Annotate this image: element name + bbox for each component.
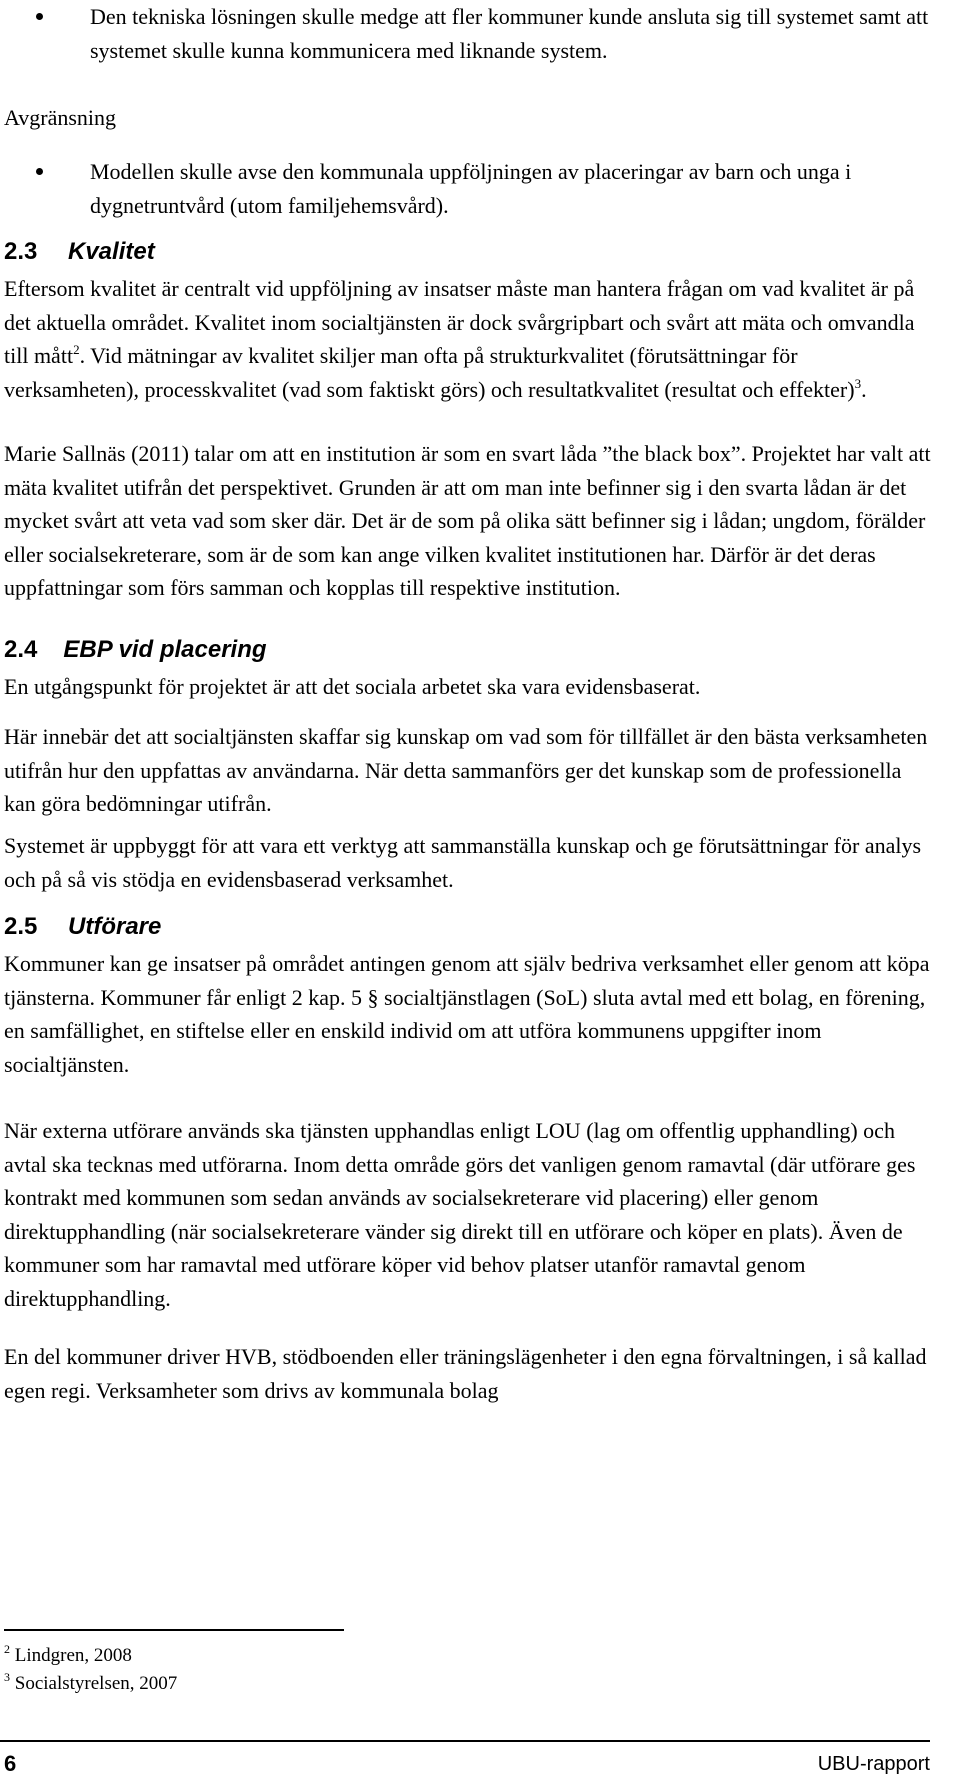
paragraph-ebp-1: En utgångspunkt för projektet är att det sociala arbetet ska vara evidensbaserat. (4, 674, 701, 699)
section-number: 2.5 (4, 913, 38, 940)
paragraph-utforare-3: En del kommuner driver HVB, stödboenden eller träningslägenheter i den egna förvaltningen, i så kallad egen regi. Verksamheter som drivs av kommunala bolag (4, 1344, 927, 1403)
page-number: 6 (4, 1751, 17, 1776)
footnote-item (4, 1642, 132, 1667)
paragraph-utforare-2: När externa utförare används ska tjänsten upphandlas enligt LOU (lag om offentlig upphandling) och avtal ska tecknas med utförarna. Inom detta område görs det vanligen genom ramavtal (där utförare ges kontrakt med kommunen som sedan används av socialsekreterare vid placering) eller genom direktupphandling (när socialsekreterare vänder sig direkt till en utförare och köper en plats). Även de kommuner som har ramavtal med utförare köper vid behov platser utanför ramavtal genom direktupphandling. (4, 1118, 916, 1311)
footnote-ref-2: 2 (73, 342, 80, 357)
footnote-text: Socialstyrelsen, 2007 (14, 1673, 178, 1694)
paragraph-ebp-3: Systemet är uppbyggt för att vara ett verktyg att sammanställa kunskap och ge förutsättningar för analys och på så vis stödja en evidensbaserad verksamhet. (4, 833, 922, 892)
section-heading-2-4 (4, 636, 267, 664)
section-title: EBP vid placering (63, 636, 267, 663)
avgransning-label: Avgränsning (4, 105, 117, 130)
footnote-ref-3: 3 (854, 375, 862, 391)
report-name: UBU-rapport (817, 1753, 930, 1775)
footnote-mark: 3 (4, 1670, 10, 1684)
list-item (0, 0, 930, 67)
footer-divider (0, 1740, 930, 1742)
paragraph-kvalitet-1 (4, 272, 934, 406)
footnote-divider (4, 1629, 344, 1631)
paragraph-utforare-1: Kommuner kan ge insatser på området antingen genom att själv bedriva verksamhet eller genom att köpa tjänsterna. Kommuner får enligt 2 kap. 5 § socialtjänstlagen (SoL) sluta avtal med ett bolag, en förening, en samfällighet, en stiftelse eller en enskild individ om att utföra kommunens uppgifter inom socialtjänsten. (4, 951, 930, 1077)
footnote-mark: 2 (4, 1642, 10, 1656)
paragraph-ebp-2: Här innebär det att socialtjänsten skaffar sig kunskap om vad som för tillfället är den bästa verksamheten utifrån hur den uppfattas av användarna. När detta sammanförs ger det kunskap som de professionella kan göra bedömningar utifrån. (4, 724, 928, 816)
bullet-icon (36, 13, 43, 20)
list-item (0, 155, 930, 222)
section-number: 2.4 (4, 636, 38, 663)
section-heading-2-3 (4, 238, 155, 266)
text-run: . Vid mätningar av kvalitet skiljer man ofta på strukturkvalitet (förutsättningar för verksamheten), processkvalitet (vad som faktiskt görs) och resultatkvalitet (resultat och effekter) (4, 343, 855, 402)
bullet-icon (36, 168, 43, 175)
bullet-text: Modellen skulle avse den kommunala uppföljningen av placeringar av barn och unga i dygnetruntvård (utom familjehemsvård). (90, 159, 852, 218)
paragraph-kvalitet-2: Marie Sallnäs (2011) talar om att en institution är som en svart låda ”the black box”. Projektet har valt att mäta kvalitet utifrån det perspektivet. Grunden är att om man inte befinner sig i den svarta lådan är det mycket svårt att veta vad som sker där. Det är de som på olika sätt befinner sig i lådan; ungdom, förälder eller socialsekreterare, som är de som kan ange vilken kvalitet institutionen har. Därför är det deras uppfattningar som förs samman och kopplas till respektive institution. (4, 441, 931, 600)
text-run: Eftersom kvalitet är centralt vid uppföljning av insatser måste man hantera frågan om vad kvalitet är på det aktuella området. Kvalitet inom socialtjänsten är dock svårgripbart och svårt att mäta och omvandla till mått (4, 276, 915, 368)
footnote-text: Lindgren, 2008 (14, 1645, 132, 1666)
section-heading-2-5 (4, 913, 161, 941)
text-run: . (861, 376, 867, 402)
section-title: Utförare (68, 913, 162, 940)
footnote-item (4, 1670, 178, 1695)
section-title: Kvalitet (68, 238, 155, 265)
bullet-text: Den tekniska lösningen skulle medge att fler kommuner kunde ansluta sig till systemet samt att systemet skulle kunna kommunicera med liknande system. (90, 4, 929, 63)
section-number: 2.3 (4, 238, 38, 265)
